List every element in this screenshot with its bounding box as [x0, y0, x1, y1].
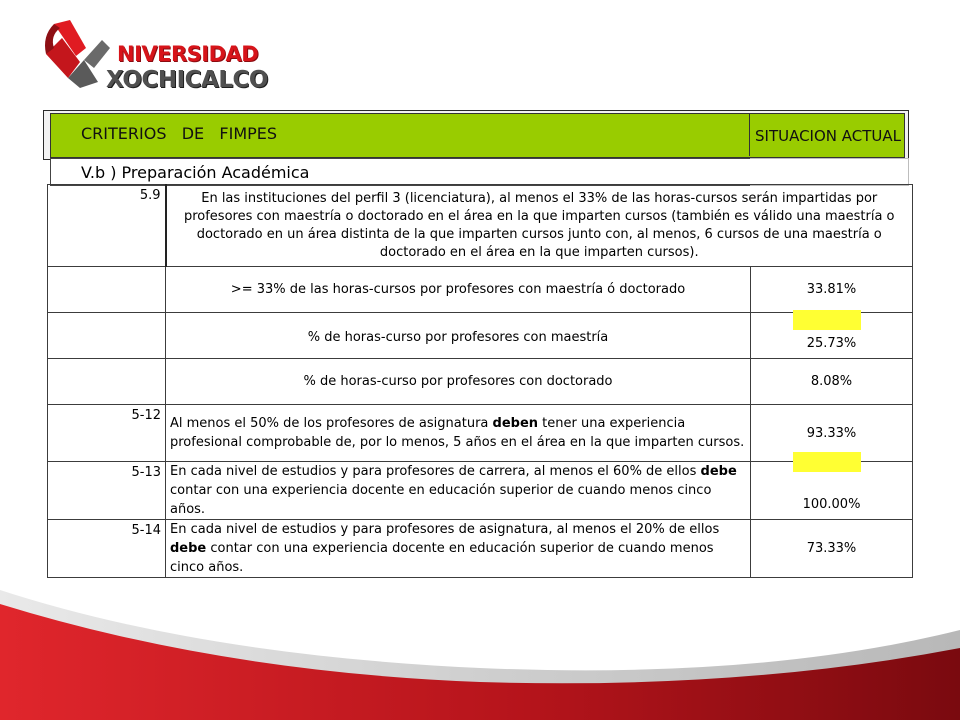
empty-number-cell — [48, 267, 166, 313]
criterion-number: 5-13 — [48, 462, 166, 520]
criteria-header-label: CRITERIOS DE FIMPES — [81, 124, 278, 143]
criterion-value: 100.00% — [802, 497, 861, 512]
table-row — [48, 185, 913, 267]
empty-number-cell — [48, 359, 166, 405]
criterion-number: 5-12 — [48, 405, 166, 462]
logo-x-mark-icon — [40, 18, 116, 90]
criterion-description: En las instituciones del perfil 3 (licenciatura), al menos el 33% de las horas-cursos serán impartidas por profesores con maestría o doctorado en el área en la que imparten cursos (también es válido una maestría o doctorado en un área distinta de la que imparten cursos junto con, al menos, 6 cursos de una maestría o doctorado en el área en la que imparten cursos). — [166, 185, 913, 267]
university-logo — [40, 18, 300, 93]
table-row — [48, 462, 913, 520]
highlight-marker — [793, 310, 861, 330]
criterion-value: 93.33% — [751, 405, 913, 462]
empty-number-cell — [48, 313, 166, 359]
table-row — [48, 313, 913, 359]
section-status-cell — [750, 158, 909, 186]
criterion-description: Al menos el 50% de los profesores de asignatura deben tener una experiencia profesional comprobable de, por lo menos, 5 años en el área en la que imparten cursos. — [166, 405, 751, 462]
criterion-number: 5.9 — [48, 185, 166, 267]
metric-description: % de horas-curso por profesores con maestría — [166, 313, 751, 359]
criterion-description: En cada nivel de estudios y para profesores de carrera, al menos el 60% de ellos debe contar con una experiencia docente en educación superior de cuando menos cinco años. — [166, 462, 751, 520]
footer-swoosh — [0, 560, 960, 720]
section-title: V.b ) Preparación Académica — [81, 163, 310, 182]
criterion-description: En cada nivel de estudios y para profesores de asignatura, al menos el 20% de ellos debe contar con una experiencia docente en educación superior de cuando menos cinco años. — [166, 520, 751, 578]
criterion-value-cell — [751, 462, 913, 520]
table-row — [48, 359, 913, 405]
logo-text-bottom: XOCHICALCO — [106, 67, 268, 93]
criterion-number: 5-14 — [48, 520, 166, 578]
metric-value: 8.08% — [751, 359, 913, 405]
criteria-table — [47, 184, 913, 578]
metric-value: 25.73% — [806, 336, 857, 351]
status-header-label: SITUACION ACTUAL — [755, 127, 902, 145]
criterion-value: 73.33% — [751, 520, 913, 578]
highlight-marker — [793, 452, 861, 472]
metric-value-cell — [751, 313, 913, 359]
metric-description: % de horas-curso por profesores con doctorado — [166, 359, 751, 405]
logo-text-top: NIVERSIDAD — [117, 42, 259, 66]
table-row — [48, 405, 913, 462]
metric-value: 33.81% — [751, 267, 913, 313]
table-row — [48, 267, 913, 313]
metric-description: >= 33% de las horas-cursos por profesores con maestría ó doctorado — [166, 267, 751, 313]
